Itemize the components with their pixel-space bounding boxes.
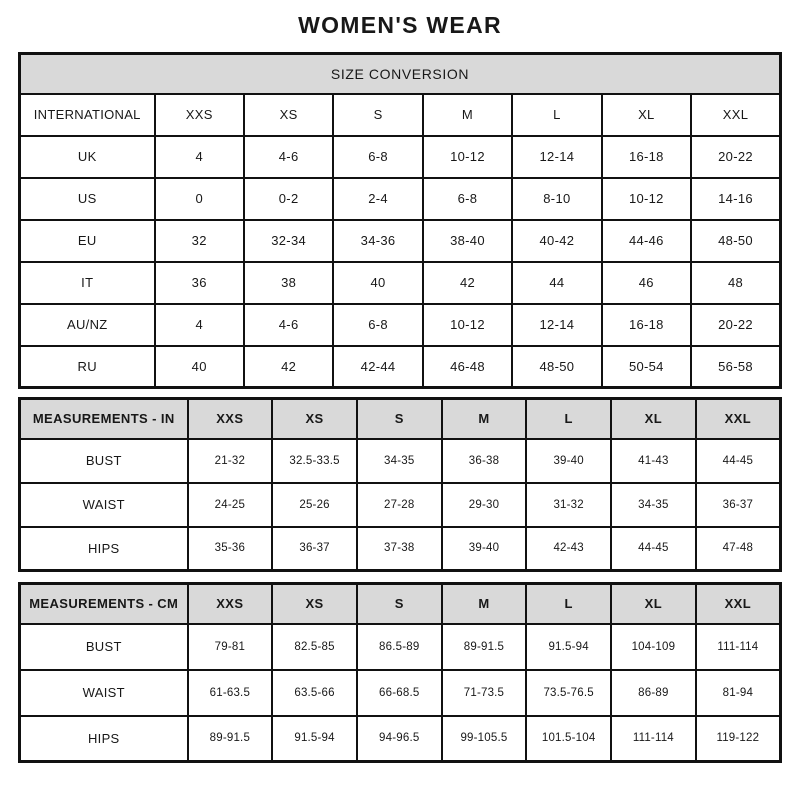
conversion-row-au-nz [20,304,781,346]
measurement-value-cell: 41-43 [611,439,696,483]
measurement-label: BUST [20,624,188,670]
region-label: RU [20,346,155,388]
measurements-in-table [18,397,782,572]
measurement-value-cell: 61-63.5 [188,670,273,716]
measurement-value-cell: 94-96.5 [357,716,442,762]
size-value-cell: 48 [691,262,780,304]
column-header-l: L [526,584,611,624]
measurement-value-cell: 101.5-104 [526,716,611,762]
column-header-s: S [357,399,442,439]
size-conversion-banner-row [20,54,781,94]
measurements-in-row-bust [20,439,781,483]
column-header-s: S [357,584,442,624]
size-value-cell: 42 [244,346,333,388]
column-header-l: L [526,399,611,439]
measurement-value-cell: 44-45 [696,439,781,483]
measurement-value-cell: 111-114 [696,624,781,670]
measurements-in-row-waist [20,483,781,527]
column-header-l: L [512,94,601,136]
region-label: IT [20,262,155,304]
column-header-xxs: XXS [188,584,273,624]
size-value-cell: 4-6 [244,304,333,346]
size-value-cell: 38-40 [423,220,512,262]
region-label: EU [20,220,155,262]
size-value-cell: 32-34 [244,220,333,262]
column-header-s: S [333,94,422,136]
measurement-value-cell: 81-94 [696,670,781,716]
measurement-value-cell: 47-48 [696,527,781,571]
size-value-cell: 36 [155,262,244,304]
conversion-row-us [20,178,781,220]
region-label: UK [20,136,155,178]
measurement-value-cell: 91.5-94 [526,624,611,670]
size-value-cell: 46 [602,262,691,304]
size-value-cell: 14-16 [691,178,780,220]
measurement-value-cell: 119-122 [696,716,781,762]
measurements-cm-row-bust [20,624,781,670]
size-value-cell: 0-2 [244,178,333,220]
measurements-cm-row-waist [20,670,781,716]
size-value-cell: 38 [244,262,333,304]
size-value-cell: 6-8 [333,304,422,346]
page-title: WOMEN'S WEAR [298,12,502,38]
measurement-value-cell: 104-109 [611,624,696,670]
column-header-xs: XS [244,94,333,136]
measurement-value-cell: 91.5-94 [272,716,357,762]
measurements-in-row-hips [20,527,781,571]
size-value-cell: 12-14 [512,304,601,346]
size-value-cell: 10-12 [423,136,512,178]
column-header-international: INTERNATIONAL [20,94,155,136]
size-value-cell: 50-54 [602,346,691,388]
size-value-cell: 32 [155,220,244,262]
column-header-xxs: XXS [155,94,244,136]
size-value-cell: 48-50 [512,346,601,388]
column-header-m: M [423,94,512,136]
measurement-value-cell: 32.5-33.5 [272,439,357,483]
size-value-cell: 12-14 [512,136,601,178]
column-header-xl: XL [611,399,696,439]
column-header-m: M [442,399,527,439]
measurement-value-cell: 36-37 [696,483,781,527]
column-header-m: M [442,584,527,624]
measurement-value-cell: 24-25 [188,483,273,527]
measurement-label: WAIST [20,670,188,716]
size-value-cell: 4 [155,136,244,178]
size-value-cell: 10-12 [423,304,512,346]
measurement-value-cell: 79-81 [188,624,273,670]
measurement-value-cell: 99-105.5 [442,716,527,762]
measurements-cm-title: MEASUREMENTS - CM [20,584,188,624]
measurements-in-header-row [20,399,781,439]
measurement-value-cell: 73.5-76.5 [526,670,611,716]
size-value-cell: 16-18 [602,136,691,178]
conversion-row-uk [20,136,781,178]
column-header-xxl: XXL [696,584,781,624]
size-value-cell: 10-12 [602,178,691,220]
measurement-value-cell: 25-26 [272,483,357,527]
column-header-xxl: XXL [691,94,780,136]
size-value-cell: 34-36 [333,220,422,262]
region-label: AU/NZ [20,304,155,346]
measurement-value-cell: 37-38 [357,527,442,571]
size-value-cell: 6-8 [423,178,512,220]
size-value-cell: 6-8 [333,136,422,178]
measurement-value-cell: 36-37 [272,527,357,571]
measurements-cm-header-row [20,584,781,624]
measurements-cm-row-hips [20,716,781,762]
measurement-value-cell: 42-43 [526,527,611,571]
measurement-value-cell: 66-68.5 [357,670,442,716]
size-conversion-title: SIZE CONVERSION [20,54,781,94]
size-value-cell: 42 [423,262,512,304]
conversion-row-it [20,262,781,304]
size-value-cell: 8-10 [512,178,601,220]
measurement-value-cell: 89-91.5 [442,624,527,670]
measurement-value-cell: 44-45 [611,527,696,571]
conversion-row-eu [20,220,781,262]
region-label: US [20,178,155,220]
size-value-cell: 42-44 [333,346,422,388]
size-value-cell: 40-42 [512,220,601,262]
measurement-value-cell: 31-32 [526,483,611,527]
measurement-value-cell: 86.5-89 [357,624,442,670]
size-value-cell: 2-4 [333,178,422,220]
size-value-cell: 16-18 [602,304,691,346]
measurement-label: BUST [20,439,188,483]
measurement-value-cell: 29-30 [442,483,527,527]
measurement-value-cell: 89-91.5 [188,716,273,762]
measurement-label: WAIST [20,483,188,527]
measurement-value-cell: 86-89 [611,670,696,716]
size-value-cell: 44-46 [602,220,691,262]
measurement-value-cell: 34-35 [611,483,696,527]
measurement-value-cell: 111-114 [611,716,696,762]
size-value-cell: 48-50 [691,220,780,262]
column-header-xs: XS [272,584,357,624]
measurement-value-cell: 27-28 [357,483,442,527]
measurement-value-cell: 36-38 [442,439,527,483]
measurement-value-cell: 34-35 [357,439,442,483]
size-value-cell: 4 [155,304,244,346]
column-header-xs: XS [272,399,357,439]
measurements-in-title: MEASUREMENTS - IN [20,399,188,439]
measurement-value-cell: 39-40 [526,439,611,483]
measurements-cm-table [18,582,782,763]
column-header-xl: XL [602,94,691,136]
size-chart-page [18,12,782,763]
size-value-cell: 0 [155,178,244,220]
measurement-label: HIPS [20,716,188,762]
measurement-value-cell: 71-73.5 [442,670,527,716]
measurement-value-cell: 63.5-66 [272,670,357,716]
size-value-cell: 40 [333,262,422,304]
conversion-row-ru [20,346,781,388]
size-value-cell: 40 [155,346,244,388]
column-header-xl: XL [611,584,696,624]
measurement-value-cell: 39-40 [442,527,527,571]
measurement-value-cell: 82.5-85 [272,624,357,670]
size-value-cell: 46-48 [423,346,512,388]
column-header-xxl: XXL [696,399,781,439]
size-value-cell: 56-58 [691,346,780,388]
size-conversion-table [18,52,782,389]
size-value-cell: 44 [512,262,601,304]
measurement-value-cell: 35-36 [188,527,273,571]
size-value-cell: 20-22 [691,136,780,178]
size-value-cell: 4-6 [244,136,333,178]
measurement-value-cell: 21-32 [188,439,273,483]
measurement-label: HIPS [20,527,188,571]
column-header-xxs: XXS [188,399,273,439]
conversion-columns-row [20,94,781,136]
size-value-cell: 20-22 [691,304,780,346]
